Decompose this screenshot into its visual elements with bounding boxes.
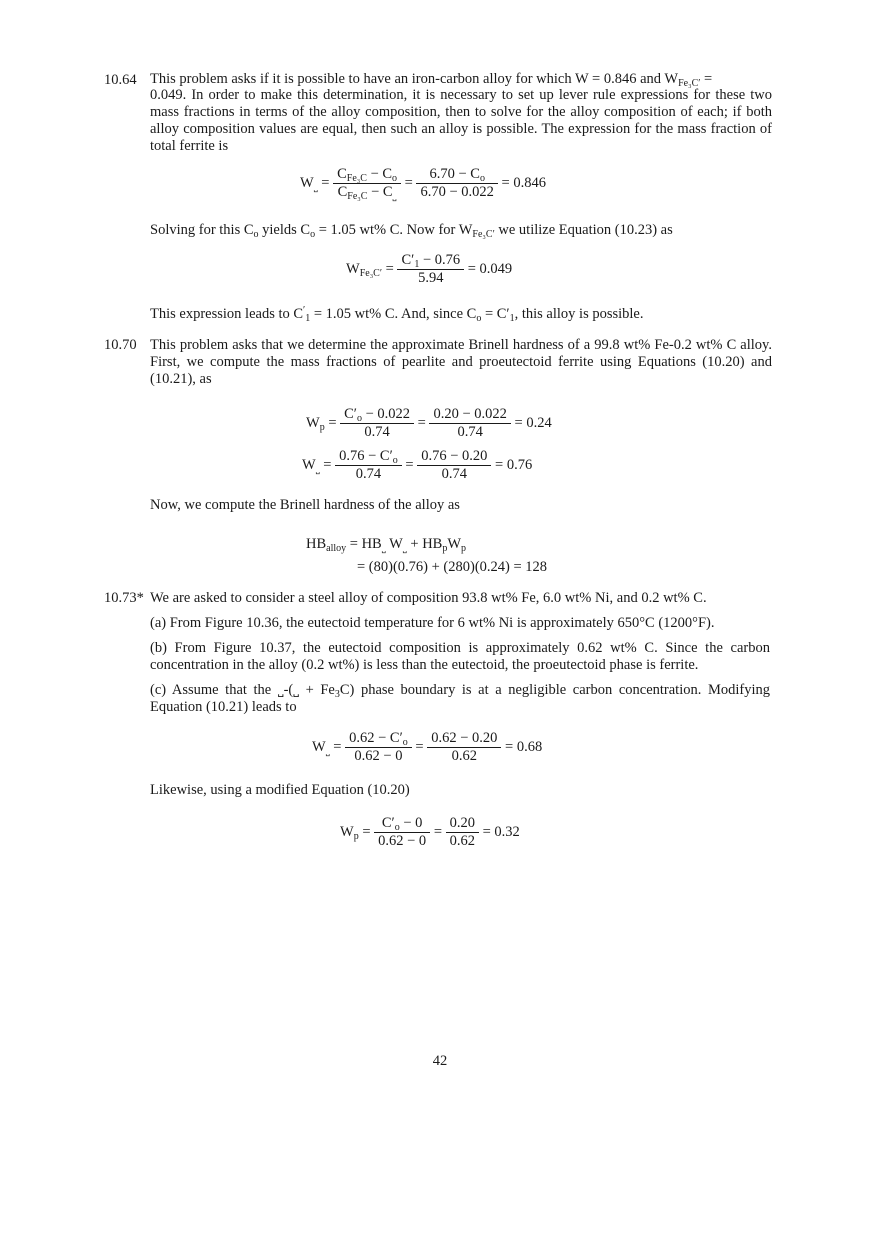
eq-sign: = — [404, 174, 413, 191]
eq-result: = 0.24 — [514, 414, 552, 431]
eq-lhs: W — [340, 823, 354, 840]
subscript: o — [392, 173, 398, 184]
eq-sign: = — [405, 456, 414, 473]
subscript: ˽ — [325, 745, 330, 757]
subscript: o — [310, 229, 316, 240]
eq-lhs: W — [306, 414, 320, 431]
numerator: 0.20 — [446, 815, 479, 833]
part-a: (a) From Figure 10.36, the eutectoid temperature for 6 wt% Ni is approximately 650°C (1200°F). — [150, 615, 715, 631]
subscript: Fe₃C′ — [678, 78, 701, 89]
subscript: o — [402, 737, 408, 748]
eq-rhs: = HB — [346, 536, 382, 552]
denominator: 0.74 — [441, 466, 467, 482]
fraction — [374, 815, 430, 850]
eq-lhs: W — [302, 456, 316, 473]
superscript: ′ — [303, 305, 306, 316]
eq-sign: = — [328, 414, 337, 431]
symbol: ˽ — [293, 682, 300, 698]
subscript: p — [353, 830, 359, 842]
eq-result: = 0.846 — [501, 174, 546, 191]
denominator: 0.74 — [364, 424, 390, 440]
numerator: 0.76 − C′ — [339, 448, 393, 464]
subscript: 1 — [305, 313, 311, 324]
symbol: ˽ — [277, 682, 284, 698]
fraction — [345, 730, 412, 765]
text-run: (c) Assume that the — [150, 682, 278, 698]
problem-text — [150, 72, 772, 155]
denominator: 0.74 — [457, 424, 483, 440]
denominator: C — [337, 184, 348, 200]
equation-ferrite-fraction — [300, 166, 546, 201]
subscript: o — [394, 822, 400, 833]
part-c — [150, 682, 770, 716]
text-run: This expression leads to C — [150, 306, 304, 322]
text-run: = — [700, 71, 713, 87]
subscript: 1 — [509, 313, 515, 324]
subscript: alloy — [326, 543, 347, 554]
eq-lhs: W — [346, 260, 360, 277]
numerator: − 0.022 — [361, 406, 411, 422]
subscript: Fe₃C′ — [359, 267, 383, 279]
denominator: 5.94 — [418, 270, 444, 286]
eq-result: = 0.68 — [505, 738, 543, 755]
subscript: o — [479, 173, 485, 184]
equation-proeutectoid-ferrite — [302, 448, 532, 483]
eq-rhs: + HB — [406, 536, 443, 552]
equation-hardness-result: = (80)(0.76) + (280)(0.24) = 128 — [357, 559, 548, 575]
numerator: C′ — [344, 406, 357, 422]
hardness-intro: Now, we compute the Brinell hardness of the alloy as — [150, 497, 460, 513]
eq-sign: = — [415, 738, 424, 755]
fraction — [429, 406, 510, 441]
fraction — [397, 252, 464, 287]
problem-text: We are asked to consider a steel alloy of composition 93.8 wt% Fe, 6.0 wt% Ni, and 0.2 wt% C. — [150, 590, 707, 606]
text-run: + Fe — [299, 682, 335, 698]
subscript: o — [476, 313, 482, 324]
subscript: ˽ — [392, 191, 397, 202]
denominator: 0.62 − 0 — [354, 748, 403, 764]
eq-lhs: W — [312, 738, 326, 755]
text-run: = 0.846 and W — [588, 71, 679, 87]
solve-text — [150, 222, 770, 239]
numerator: − C — [366, 166, 393, 182]
problem-number: 10.70 — [104, 337, 137, 353]
denominator: 0.74 — [355, 466, 382, 482]
subscript: ˽ — [402, 543, 407, 554]
eq-sign: = — [385, 260, 394, 277]
problem-10-73 — [104, 590, 772, 607]
eq-sign: = — [323, 456, 332, 473]
fraction — [416, 166, 497, 201]
subscript: p — [319, 421, 325, 433]
numerator: 0.76 − 0.20 — [417, 448, 491, 466]
numerator: C′ — [381, 815, 395, 831]
fraction — [417, 448, 491, 483]
text-run: yields C — [258, 222, 311, 238]
fraction — [333, 166, 401, 201]
text-run: Solving for this C — [150, 222, 254, 238]
eq-result: = 0.049 — [467, 260, 513, 277]
equation-pearlite-modified — [340, 815, 520, 850]
part-b: (b) From Figure 10.37, the eutectoid composition is approximately 0.62 wt% C. Since the carbon concentration in the alloy (0.2 wt%) is less than the eutectoid, the proeutectoid phase is ferrite. — [150, 640, 770, 673]
eq-result: = 0.76 — [495, 456, 533, 473]
subscript: 1 — [414, 259, 420, 270]
eq-sign: = — [433, 823, 442, 840]
eq-sign: = — [321, 174, 330, 191]
subscript: Fe₃C′ — [472, 229, 495, 240]
subscript: Fe₃C — [346, 173, 367, 184]
text-run: = C′ — [481, 306, 510, 322]
eq-rhs: W — [447, 536, 462, 552]
denominator: 6.70 − 0.022 — [420, 184, 494, 200]
subscript: 3 — [334, 689, 340, 700]
eq-lhs: W — [300, 174, 314, 191]
denominator: 0.62 — [451, 748, 477, 764]
fraction — [446, 815, 479, 850]
eq-rhs: W — [385, 536, 403, 552]
text-run: -( — [283, 682, 294, 698]
numerator: 0.62 − 0.20 — [427, 730, 501, 748]
equation-pearlite-fraction — [306, 406, 552, 441]
text-run: = 1.05 wt% C. And, since C — [310, 306, 477, 322]
problem-number: 10.64 — [104, 72, 137, 88]
eq-sign: = — [333, 738, 342, 755]
eq-sign: = — [362, 823, 371, 840]
numerator: 0.20 − 0.022 — [429, 406, 510, 424]
conclusion-text — [150, 306, 770, 323]
eq-sign: = — [417, 414, 426, 431]
numerator: 6.70 − C — [429, 166, 480, 182]
text-run: This problem asks if it is possible to have an iron-carbon alloy for which W — [150, 71, 589, 87]
subscript: o — [253, 229, 259, 240]
subscript: ˽ — [381, 543, 386, 554]
text-run: we utilize Equation (10.23) as — [494, 222, 673, 238]
subscript: p — [442, 543, 448, 554]
problem-10-64 — [104, 72, 772, 155]
likewise-text: Likewise, using a modified Equation (10.20) — [150, 782, 410, 798]
numerator: − 0 — [399, 815, 423, 831]
equation-ferrite-modified — [312, 730, 542, 765]
numerator: 0.62 − C′ — [349, 730, 403, 746]
subscript: o — [356, 413, 362, 424]
text-run: C) phase boundary is at a negligible carbon concentration. Modifying Equation (10.21) leads to — [150, 682, 770, 715]
denominator: 0.62 — [449, 833, 475, 849]
subscript: Fe₃C — [347, 191, 368, 202]
numerator: C — [337, 166, 347, 182]
denominator: − C — [367, 184, 393, 200]
problem-10-70 — [104, 337, 772, 388]
fraction — [335, 448, 402, 483]
denominator: 0.62 − 0 — [378, 833, 427, 849]
page-number: 42 — [432, 1053, 448, 1069]
eq-result: = 0.32 — [482, 823, 520, 840]
equation-cementite-fraction — [346, 252, 512, 287]
eq-lhs: HB — [306, 536, 327, 552]
subscript: ˽ — [313, 181, 318, 193]
text-run: = 1.05 wt% C. Now for W — [315, 222, 473, 238]
fraction — [427, 730, 501, 765]
text-run: , this alloy is possible. — [514, 306, 644, 322]
numerator: C′ — [401, 252, 415, 268]
text-run: 0.049. In order to make this determination, it is necessary to set up lever rule expressions for these two mass fractions in terms of the alloy composition, then to solve for the alloy composition of each; if both alloy composition values are equal, then such an alloy is possible. The expression for the mass fraction of total ferrite is — [150, 87, 772, 154]
problem-number: 10.73* — [104, 590, 144, 606]
problem-text: This problem asks that we determine the approximate Brinell hardness of a 99.8 wt% Fe-0.2 wt% C alloy. First, we compute the mass fractions of pearlite and proeutectoid ferrite using Equations (10.20) and (10.21), as — [150, 337, 772, 387]
subscript: p — [461, 543, 467, 554]
subscript: o — [392, 455, 398, 466]
equation-hardness — [306, 536, 466, 553]
numerator: − 0.76 — [419, 252, 461, 268]
subscript: ˽ — [315, 463, 320, 475]
fraction — [340, 406, 414, 441]
